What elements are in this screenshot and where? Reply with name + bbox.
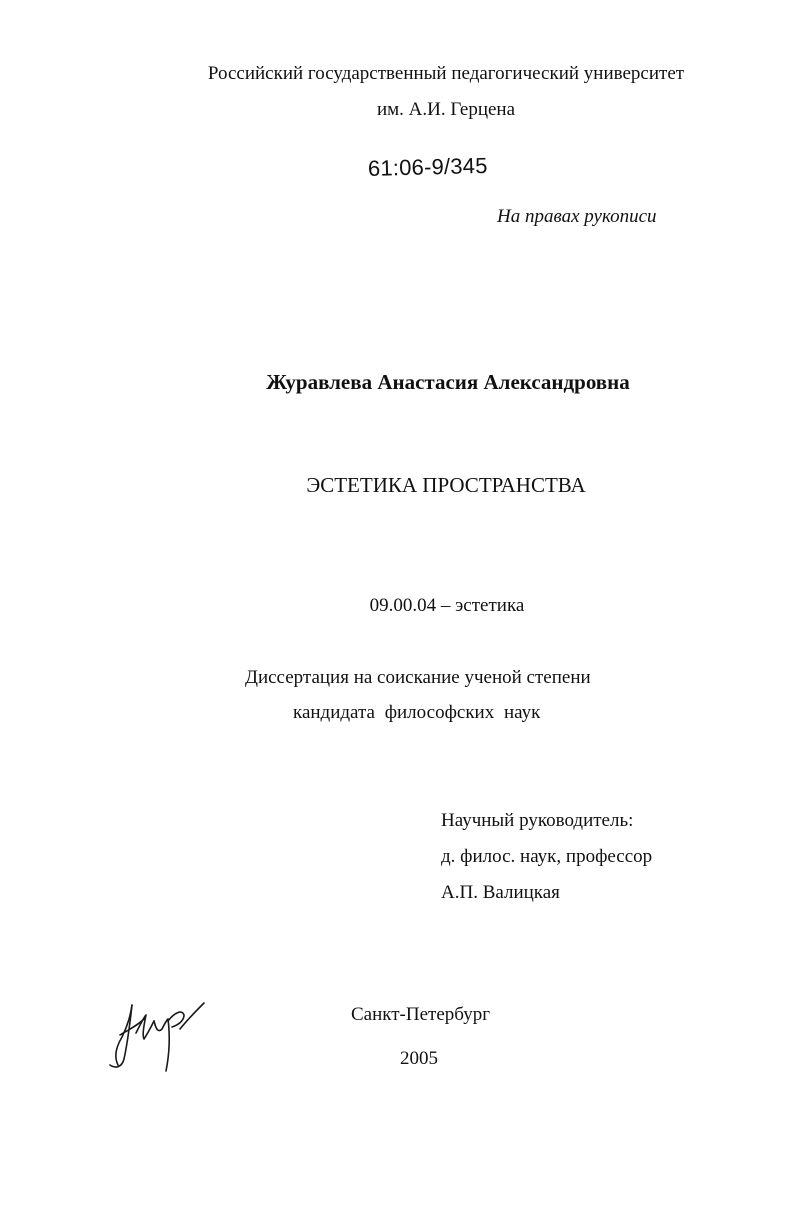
university-heading: Российский государственный педагогический университет xyxy=(207,63,685,84)
degree-statement-line1: Диссертация на соискание ученой степени xyxy=(245,667,591,688)
author-name: Журавлева Анастасия Александровна xyxy=(266,370,630,394)
manuscript-rights-note: На правах рукописи xyxy=(497,206,657,227)
year: 2005 xyxy=(400,1048,438,1069)
specialty-code: 09.00.04 – эстетика xyxy=(369,595,525,616)
supervisor-name: А.П. Валицкая xyxy=(441,882,560,903)
dissertation-title: ЭСТЕТИКА ПРОСТРАНСТВА xyxy=(306,473,586,497)
handwritten-signature xyxy=(100,995,210,1075)
degree-statement-line2: кандидата философских наук xyxy=(293,702,541,723)
archive-code-stamp: 61:06-9/345 xyxy=(367,152,488,181)
city: Санкт-Петербург xyxy=(351,1004,491,1025)
university-name: им. А.И. Герцена xyxy=(376,99,516,120)
supervisor-degree: д. филос. наук, профессор xyxy=(441,846,653,867)
supervisor-label: Научный руководитель: xyxy=(441,810,634,831)
